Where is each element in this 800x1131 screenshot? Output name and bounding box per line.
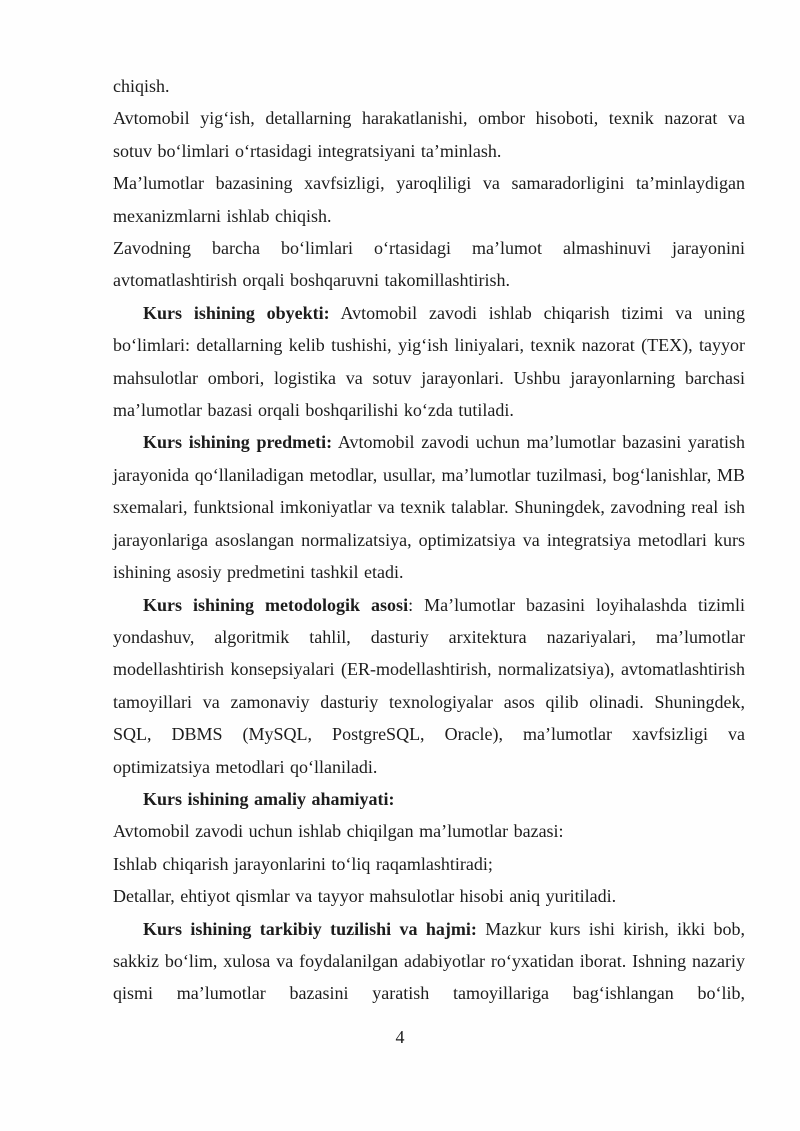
paragraph-heading: Kurs ishining obyekti:: [143, 302, 330, 323]
paragraph: Avtomobil yig‘ish, detallarning harakatlanishi, ombor hisoboti, texnik nazorat va sotuv bo‘limlari o‘rtasidagi integratsiyani ta’minlash.: [113, 108, 745, 161]
paragraph: Ishlab chiqarish jarayonlarini to‘liq raqamlashtiradi;: [113, 853, 493, 874]
paragraph-heading: Kurs ishining amaliy ahamiyati:: [143, 788, 395, 809]
paragraph: Avtomobil zavodi uchun ishlab chiqilgan ma’lumotlar bazasi:: [113, 821, 564, 842]
paragraph: chiqish.: [113, 76, 170, 96]
paragraph-heading: Kurs ishining metodologik asosi: [143, 594, 409, 615]
paragraph: [113, 783, 745, 815]
paragraph: Ma’lumotlar bazasining xavfsizligi, yaroqliligi va samaradorligini ta’minlaydigan mexanizmlarni ishlab chiqish.: [113, 173, 745, 226]
paragraph-heading: Kurs ishining predmeti:: [143, 432, 333, 453]
paragraph: Kurs ishining tarkibiy tuzilishi va hajmi: Mazkur kurs ishi kirish, ikki bob, sakkiz bo‘lim, xulosa va foydalanilgan adabiyotlar ro‘yxatidan iborat. Ishning nazariy qismi ma’lumotlar bazasini yaratish tamoyillariga bag‘ishlangan bo‘lib,: [113, 918, 745, 1004]
paragraph: Kurs ishining obyekti: Avtomobil zavodi ishlab chiqarish tizimi va uning bo‘limlari: detallarning kelib tushishi, yig‘ish liniyalari, texnik nazorat (TEX), tayyor mahsulotlar ombori, logistika va sotuv jarayonlari. Ushbu jarayonlarning barchasi ma’lumotlar bazasi orqali boshqarilishi ko‘zda tutiladi.: [113, 302, 746, 421]
paragraph: Zavodning barcha bo‘limlari o‘rtasidagi ma’lumot almashinuvi jarayonini avtomatlashtirish orqali boshqaruvni takomillashtirish.: [113, 238, 745, 291]
paragraph: Detallar, ehtiyot qismlar va tayyor mahsulotlar hisobi aniq yuritiladi.: [113, 886, 617, 907]
paragraph: Kurs ishining predmeti: Avtomobil zavodi uchun ma’lumotlar bazasini yaratish jarayonida qo‘llaniladigan metodlar, usullar, ma’lumotlar tuzilmasi, bog‘lanishlar, MB sxemalari, funktsional imkoniyatlar va texnik talablar. Shuningdek, zavodning real ish jarayonlariga asoslangan normalizatsiya, optimizatsiya va integratsiya metodlari kurs ishining asosiy predmetini tashkil etadi.: [113, 432, 745, 583]
paragraph-heading: Kurs ishining tarkibiy tuzilishi va hajmi:: [143, 918, 477, 939]
paragraph: Kurs ishining metodologik asosi: Ma’lumotlar bazasini loyihalashda tizimli yondashuv, algoritmik tahlil, dasturiy arxitektura nazariyalari, ma’lumotlar modellashtirish konsepsiyalari (ER-modellashtirish, normalizatsiya), avtomatlashtirish tamoyillari va zamonaviy dasturiy texnologiyalar asos qilib olinadi. Shuningdek, SQL, DBMS (MySQL, PostgreSQL, Oracle), ma’lumotlar xavfsizligi va optimizatsiya metodlari qo‘llaniladi.: [113, 594, 746, 777]
page-number: 4: [395, 1026, 405, 1047]
